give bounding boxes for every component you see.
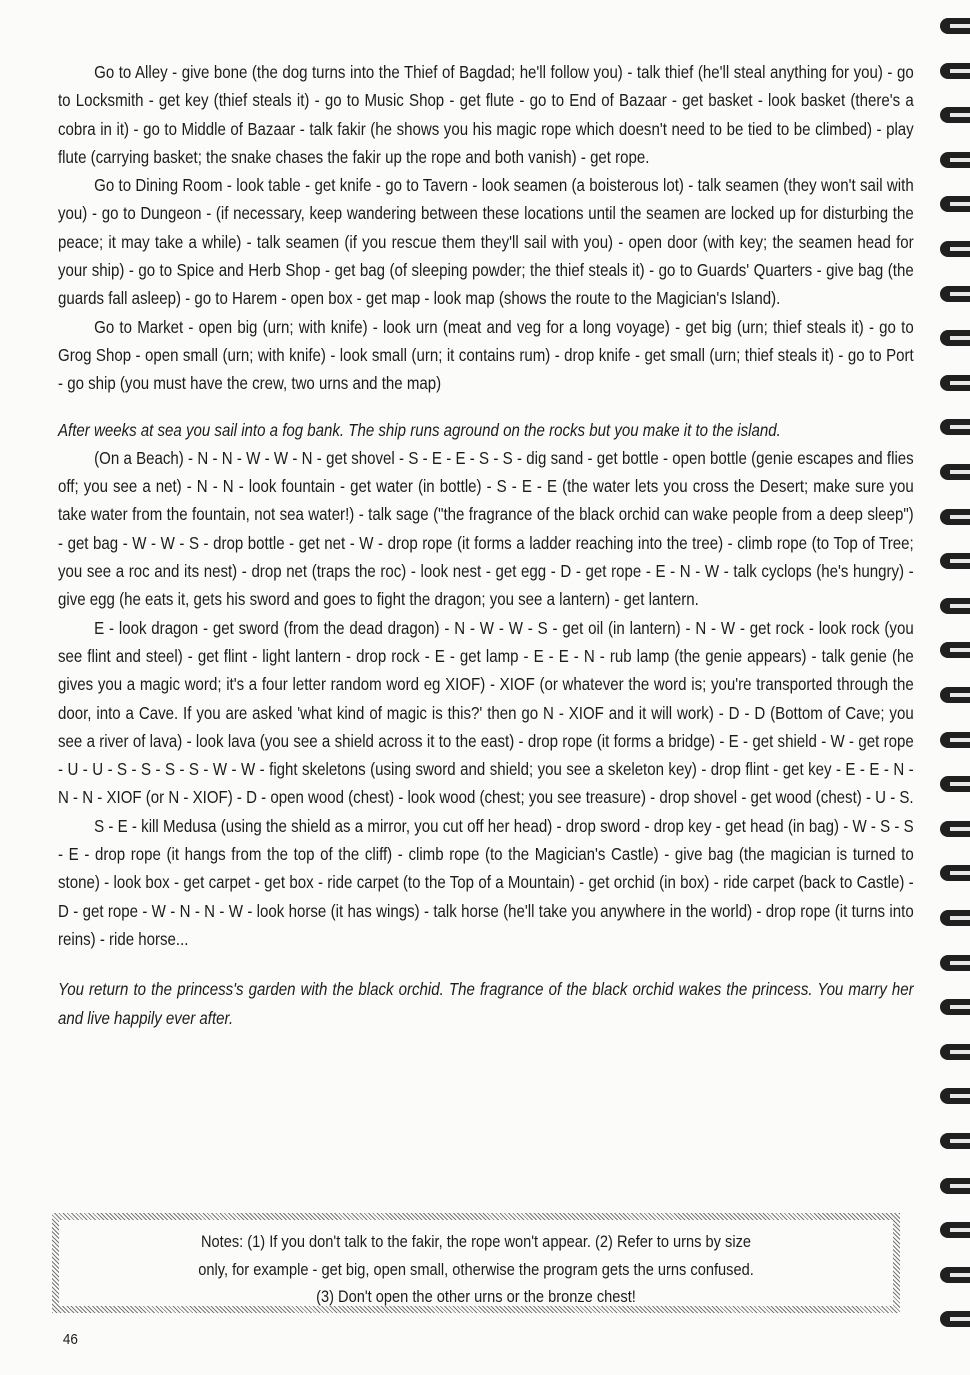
spiral-binding-icon [926, 18, 970, 1368]
binding-ring-icon [940, 1088, 970, 1104]
binding-ring-icon [940, 598, 970, 614]
walkthrough-text [58, 58, 914, 1032]
paragraph-dragon: E - look dragon - get sword (from the dead dragon) - N - W - W - S - get oil (in lantern) - N - W - get rock - look rock (you see flint and steel) - get flint - light lantern - drop rock - E - get lamp - E - E - N - rub lamp (the genie appears) - talk genie (he gives you a magic word; it's a four letter random word eg XIOF) - XIOF (or whatever the word is; you're transported through the door, into a Cave. If you are asked 'what kind of magic is this?' then go N - XIOF and it will work) - D - D (Bottom of Cave; you see a river of lava) - look lava (you see a shield across it to the east) - drop rope (it forms a bridge) - E - get shield - W - get rope - U - U - S - S - S - S - W - W - fight skeletons (using sword and shield; you see a skeleton key) - drop flint - get key - E - E - N - N - N - XIOF (or N - XIOF) - D - open wood (chest) - look wood (chest; you see treasure) - drop shovel - get wood (chest) - U - S. [58, 617, 914, 808]
binding-ring-icon [940, 509, 970, 525]
binding-ring-icon [940, 330, 970, 346]
page-number: 46 [62, 1331, 78, 1348]
binding-ring-icon [940, 152, 970, 168]
notes-line: Notes: (1) If you don't talk to the fakir, the rope won't appear. (2) Refer to urns by size [200, 1232, 752, 1251]
binding-ring-icon [940, 821, 970, 837]
binding-ring-icon [940, 1044, 970, 1060]
binding-ring-icon [940, 999, 970, 1015]
binding-ring-icon [940, 107, 970, 123]
binding-ring-icon [940, 18, 970, 34]
binding-ring-icon [940, 776, 970, 792]
binding-ring-icon [940, 1267, 970, 1283]
binding-ring-icon [940, 1222, 970, 1238]
binding-ring-icon [940, 553, 970, 569]
binding-ring-icon [940, 1133, 970, 1149]
binding-ring-icon [940, 910, 970, 926]
binding-ring-icon [940, 286, 970, 302]
paragraph-dining-room: Go to Dining Room - look table - get knife - go to Tavern - look seamen (a boisterous lot) - talk seamen (they won't sail with you) - go to Dungeon - (if necessary, keep wandering between these locations until the seamen are locked up for disturbing the peace; it may take a while) - talk seamen (if you rescue them they'll sail with you) - open door (with key; the seamen head for your ship) - go to Spice and Herb Shop - get bag (of sleeping powder; the thief steals it) - go to Guards' Quarters - give bag (the guards fall asleep) - go to Harem - open box - get map - look map (shows the route to the Magician's Island). [58, 175, 914, 309]
binding-ring-icon [940, 63, 970, 79]
binding-ring-icon [940, 687, 970, 703]
paragraph-alley: Go to Alley - give bone (the dog turns into the Thief of Bagdad; he'll follow you) - talk thief (he'll steal anything for you) - go to Locksmith - get key (thief steals it) - go to Music Shop - get flute - go to End of Bazaar - get basket - look basket (there's a cobra in it) - go to Middle of Bazaar - talk fakir (he shows you his magic rope which doesn't need to be tied to be climbed) - play flute (carrying basket; the snake chases the fakir up the rope and both vanish) - get rope. [58, 62, 914, 167]
binding-ring-icon [940, 196, 970, 212]
notes-line: (3) Don't open the other urns or the bronze chest! [316, 1287, 636, 1306]
ending-narration: You return to the princess's garden with the black orchid. The fragrance of the black orchid wakes the princess. You marry her and live happily ever after. [58, 979, 914, 1028]
binding-ring-icon [940, 865, 970, 881]
binding-ring-icon [940, 955, 970, 971]
binding-ring-icon [940, 375, 970, 391]
notes-line: only, for example - get big, open small, otherwise the program gets the urns confused. [198, 1259, 754, 1279]
binding-ring-icon [940, 241, 970, 257]
paragraph-beach: (On a Beach) - N - N - W - W - N - get shovel - S - E - E - S - S - dig sand - get bottle - open bottle (genie escapes and flies off; you see a net) - N - N - look fountain - get water (in bottle) - S - E - E (the water lets you cross the Desert; make sure you take water from the fountain, not sea water!) - talk sage ("the fragrance of the black orchid can wake people from a deep sleep") - get bag - W - W - S - drop bottle - get net - W - drop rope (it forms a ladder reaching into the tree) - climb rope (to Top of Tree; you see a roc and its nest) - drop net (traps the roc) - look nest - get egg - D - get rope - E - N - W - talk cyclops (he's hungry) - give egg (he eats it, gets his sword and goes to fight the dragon; you see a lantern) - get lantern. [58, 447, 914, 610]
paragraph-market: Go to Market - open big (urn; with knife) - look urn (meat and veg for a long voyage) - get big (urn; thief steals it) - go to Grog Shop - open small (urn; with knife) - look small (urn; it contains rum) - drop knife - get small (urn; thief steals it) - go to Port - go ship (you must have the crew, two urns and the map) [58, 316, 914, 394]
binding-ring-icon [940, 464, 970, 480]
binding-ring-icon [940, 1178, 970, 1194]
binding-ring-icon [940, 1311, 970, 1327]
voyage-narration: After weeks at sea you sail into a fog bank. The ship runs aground on the rocks but you make it to the island. [58, 419, 781, 440]
paragraph-medusa: S - E - kill Medusa (using the shield as a mirror, you cut off her head) - drop sword - drop key - get head (in bag) - W - S - S - E - drop rope (it hangs from the top of the cliff) - climb rope (to the Magician's Castle) - give bag (the magician is turned to stone) - look box - get carpet - get box - ride carpet (to the Top of a Mountain) - get orchid (in box) - ride carpet (back to Castle) - D - get rope - W - N - N - W - look horse (it has wings) - talk horse (he'll take you anywhere in the world) - drop rope (it turns into reins) - ride horse... [58, 815, 914, 949]
notes-box [52, 1213, 900, 1313]
binding-ring-icon [940, 419, 970, 435]
binding-ring-icon [940, 732, 970, 748]
binding-ring-icon [940, 642, 970, 658]
